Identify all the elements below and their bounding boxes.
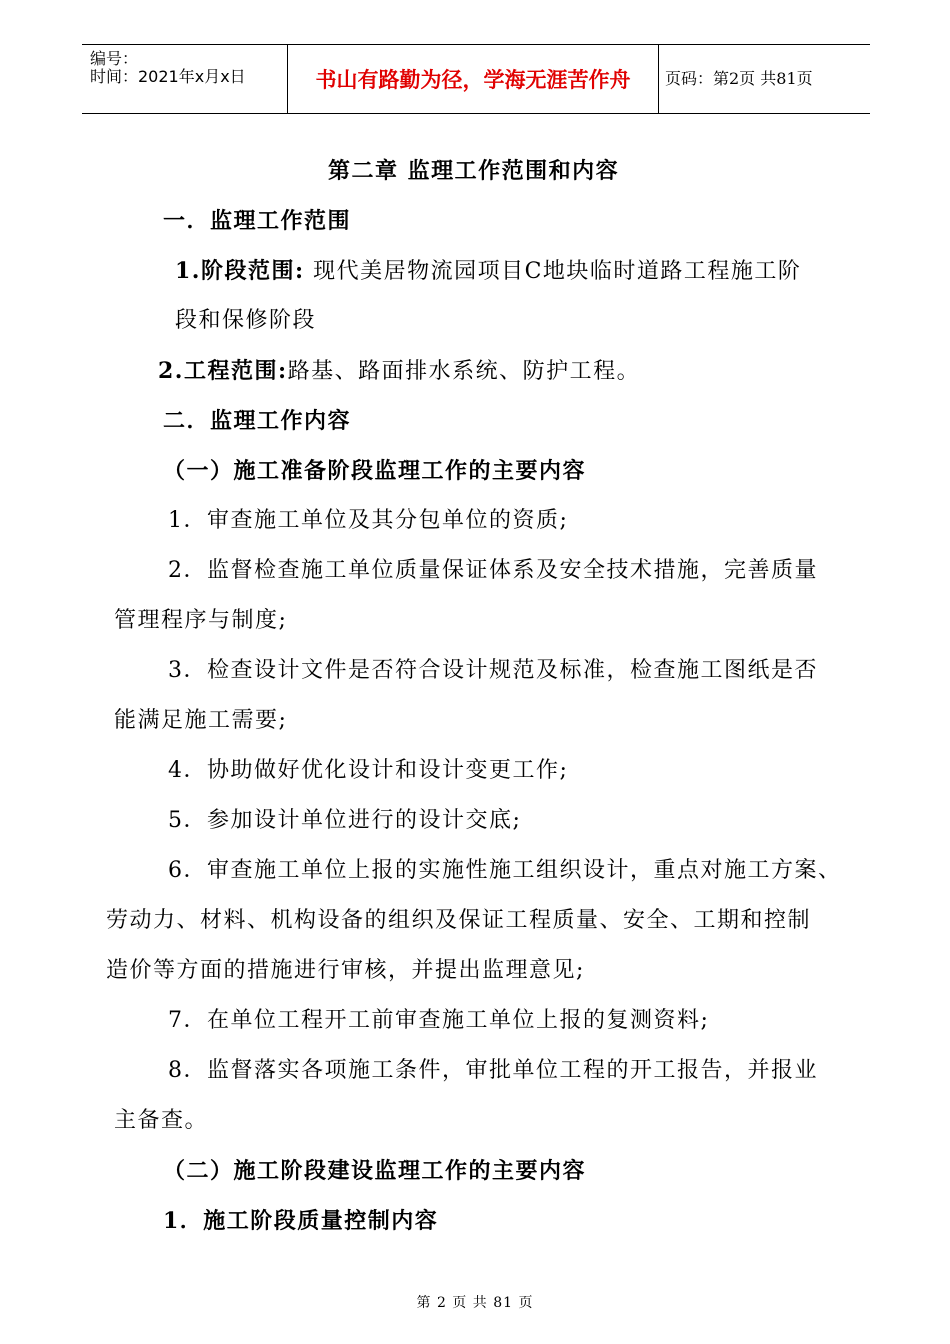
prep-item-4: 4．协助做好优化设计和设计变更工作; bbox=[168, 758, 569, 783]
header-page-cell bbox=[659, 45, 870, 113]
scope-item-stage-cont: 段和保修阶段 bbox=[175, 308, 317, 333]
header-motto-cell bbox=[288, 45, 659, 113]
page-footer: 第 2 页 共 81 页 bbox=[416, 1295, 534, 1311]
prep-item-7: 7．在单位工程开工前审查施工单位上报的复测资料; bbox=[168, 1008, 710, 1033]
section-heading-scope: 一．监理工作范围 bbox=[163, 208, 352, 234]
header-info-cell bbox=[82, 45, 288, 113]
page-header bbox=[82, 44, 870, 114]
prep-item-6: 6．审查施工单位上报的实施性施工组织设计，重点对施工方案、 bbox=[168, 858, 842, 883]
scope-item-works-text: 路基、路面排水系统、防护工程。 bbox=[287, 359, 641, 384]
prep-item-8-cont: 主备查。 bbox=[114, 1108, 209, 1133]
subsection-heading-preparation: （一）施工准备阶段监理工作的主要内容 bbox=[163, 458, 587, 484]
scope-item-works bbox=[158, 356, 640, 387]
scope-item-stage-text: 现代美居物流园项目C地块临时道路工程施工阶 bbox=[313, 259, 802, 284]
prep-item-2-cont: 管理程序与制度; bbox=[114, 608, 288, 633]
prep-item-2: 2．监督检查施工单位质量保证体系及安全技术措施，完善质量 bbox=[168, 558, 818, 583]
prep-item-5: 5．参加设计单位进行的设计交底; bbox=[168, 808, 522, 833]
subsection-heading-construction: （二）施工阶段建设监理工作的主要内容 bbox=[163, 1158, 587, 1184]
scope-item-works-label: 2.工程范围: bbox=[158, 358, 288, 384]
prep-item-6-cont-2: 造价等方面的措施进行审核，并提出监理意见; bbox=[106, 958, 585, 983]
header-page-info: 页码：第2页 共81页 bbox=[665, 69, 813, 88]
serial-number-label: 编号： bbox=[90, 49, 139, 68]
prep-item-3-cont: 能满足施工需要; bbox=[114, 708, 288, 733]
construction-item-1: 1．施工阶段质量控制内容 bbox=[163, 1208, 439, 1234]
scope-item-stage-label: 1.阶段范围: bbox=[175, 258, 305, 284]
chapter-title: 第二章 监理工作范围和内容 bbox=[328, 158, 620, 184]
prep-item-8: 8．监督落实各项施工条件，审批单位工程的开工报告，并报业 bbox=[168, 1058, 818, 1083]
prep-item-1: 1．审查施工单位及其分包单位的资质; bbox=[168, 508, 569, 533]
section-heading-content: 二．监理工作内容 bbox=[163, 408, 352, 434]
scope-item-stage bbox=[175, 256, 801, 287]
time-label: 时间：2021年x月x日 bbox=[90, 67, 246, 86]
prep-item-6-cont-1: 劳动力、材料、机构设备的组织及保证工程质量、安全、工期和控制 bbox=[106, 908, 812, 933]
prep-item-3: 3．检查设计文件是否符合设计规范及标准，检查施工图纸是否 bbox=[168, 658, 818, 683]
header-motto: 书山有路勤为径，学海无涯苦作舟 bbox=[315, 68, 631, 92]
